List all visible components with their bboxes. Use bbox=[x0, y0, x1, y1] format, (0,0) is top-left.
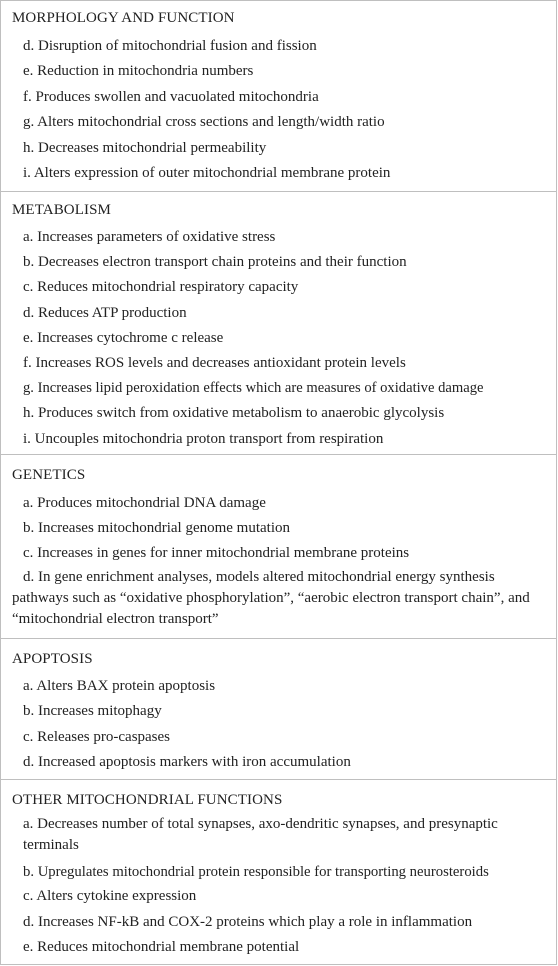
list-item: b. Increases mitochondrial genome mutation bbox=[23, 520, 291, 536]
list-item: c. Releases pro-caspases bbox=[23, 729, 171, 745]
section-title: OTHER MITOCHONDRIAL FUNCTIONS bbox=[12, 792, 283, 808]
section-title: APOPTOSIS bbox=[12, 651, 93, 667]
list-item: e. Reduction in mitochondria numbers bbox=[23, 63, 254, 79]
section-title: METABOLISM bbox=[12, 202, 111, 218]
list-item: g. Increases lipid peroxidation effects which are measures of oxidative damage bbox=[23, 380, 484, 396]
list-item: e. Reduces mitochondrial membrane potential bbox=[23, 939, 300, 955]
list-item: e. Increases cytochrome c release bbox=[23, 330, 224, 346]
list-item: h. Decreases mitochondrial permeability bbox=[23, 140, 267, 156]
section-other-mitochondrial-functions bbox=[1, 780, 556, 966]
list-item: d. Disruption of mitochondrial fusion and fission bbox=[23, 38, 317, 54]
list-item: d. Increased apoptosis markers with iron accumulation bbox=[23, 754, 351, 770]
list-item: d. Increases NF-kB and COX-2 proteins which play a role in inflammation bbox=[23, 914, 473, 930]
list-item: b. Upregulates mitochondrial protein responsible for transporting neurosteroids bbox=[23, 864, 489, 880]
list-item: c. Increases in genes for inner mitochondrial membrane proteins bbox=[23, 545, 410, 561]
list-item: c. Reduces mitochondrial respiratory capacity bbox=[23, 279, 299, 295]
list-item: b. Decreases electron transport chain proteins and their function bbox=[23, 254, 407, 270]
list-item: a. Increases parameters of oxidative stress bbox=[23, 229, 276, 245]
list-item: f. Produces swollen and vacuolated mitochondria bbox=[23, 89, 319, 105]
list-item: d. Reduces ATP production bbox=[23, 305, 187, 321]
list-item: d. In gene enrichment analyses, models altered mitochondrial energy synthesis pathways such as “oxidative phosphorylation”, “aerobic electron transport chain”, and “mitochondrial electron transport” bbox=[12, 569, 530, 627]
section-morphology-and-function bbox=[1, 1, 556, 192]
list-item: a. Produces mitochondrial DNA damage bbox=[23, 495, 266, 511]
list-item: f. Increases ROS levels and decreases antioxidant protein levels bbox=[23, 355, 406, 371]
section-metabolism bbox=[1, 192, 556, 455]
section-title: GENETICS bbox=[12, 467, 86, 483]
section-apoptosis bbox=[1, 639, 556, 780]
section-title: MORPHOLOGY AND FUNCTION bbox=[12, 10, 235, 26]
list-item: i. Uncouples mitochondria proton transport from respiration bbox=[23, 431, 384, 447]
list-item: a. Decreases number of total synapses, axo-dendritic synapses, and presynaptic terminals bbox=[23, 816, 498, 853]
list-item: h. Produces switch from oxidative metabolism to anaerobic glycolysis bbox=[23, 405, 445, 421]
list-item: a. Alters BAX protein apoptosis bbox=[23, 678, 216, 694]
section-genetics bbox=[1, 455, 556, 639]
list-item: i. Alters expression of outer mitochondrial membrane protein bbox=[23, 165, 391, 181]
list-item: g. Alters mitochondrial cross sections and length/width ratio bbox=[23, 114, 385, 130]
list-item: b. Increases mitophagy bbox=[23, 703, 162, 719]
list-item: c. Alters cytokine expression bbox=[23, 888, 197, 904]
